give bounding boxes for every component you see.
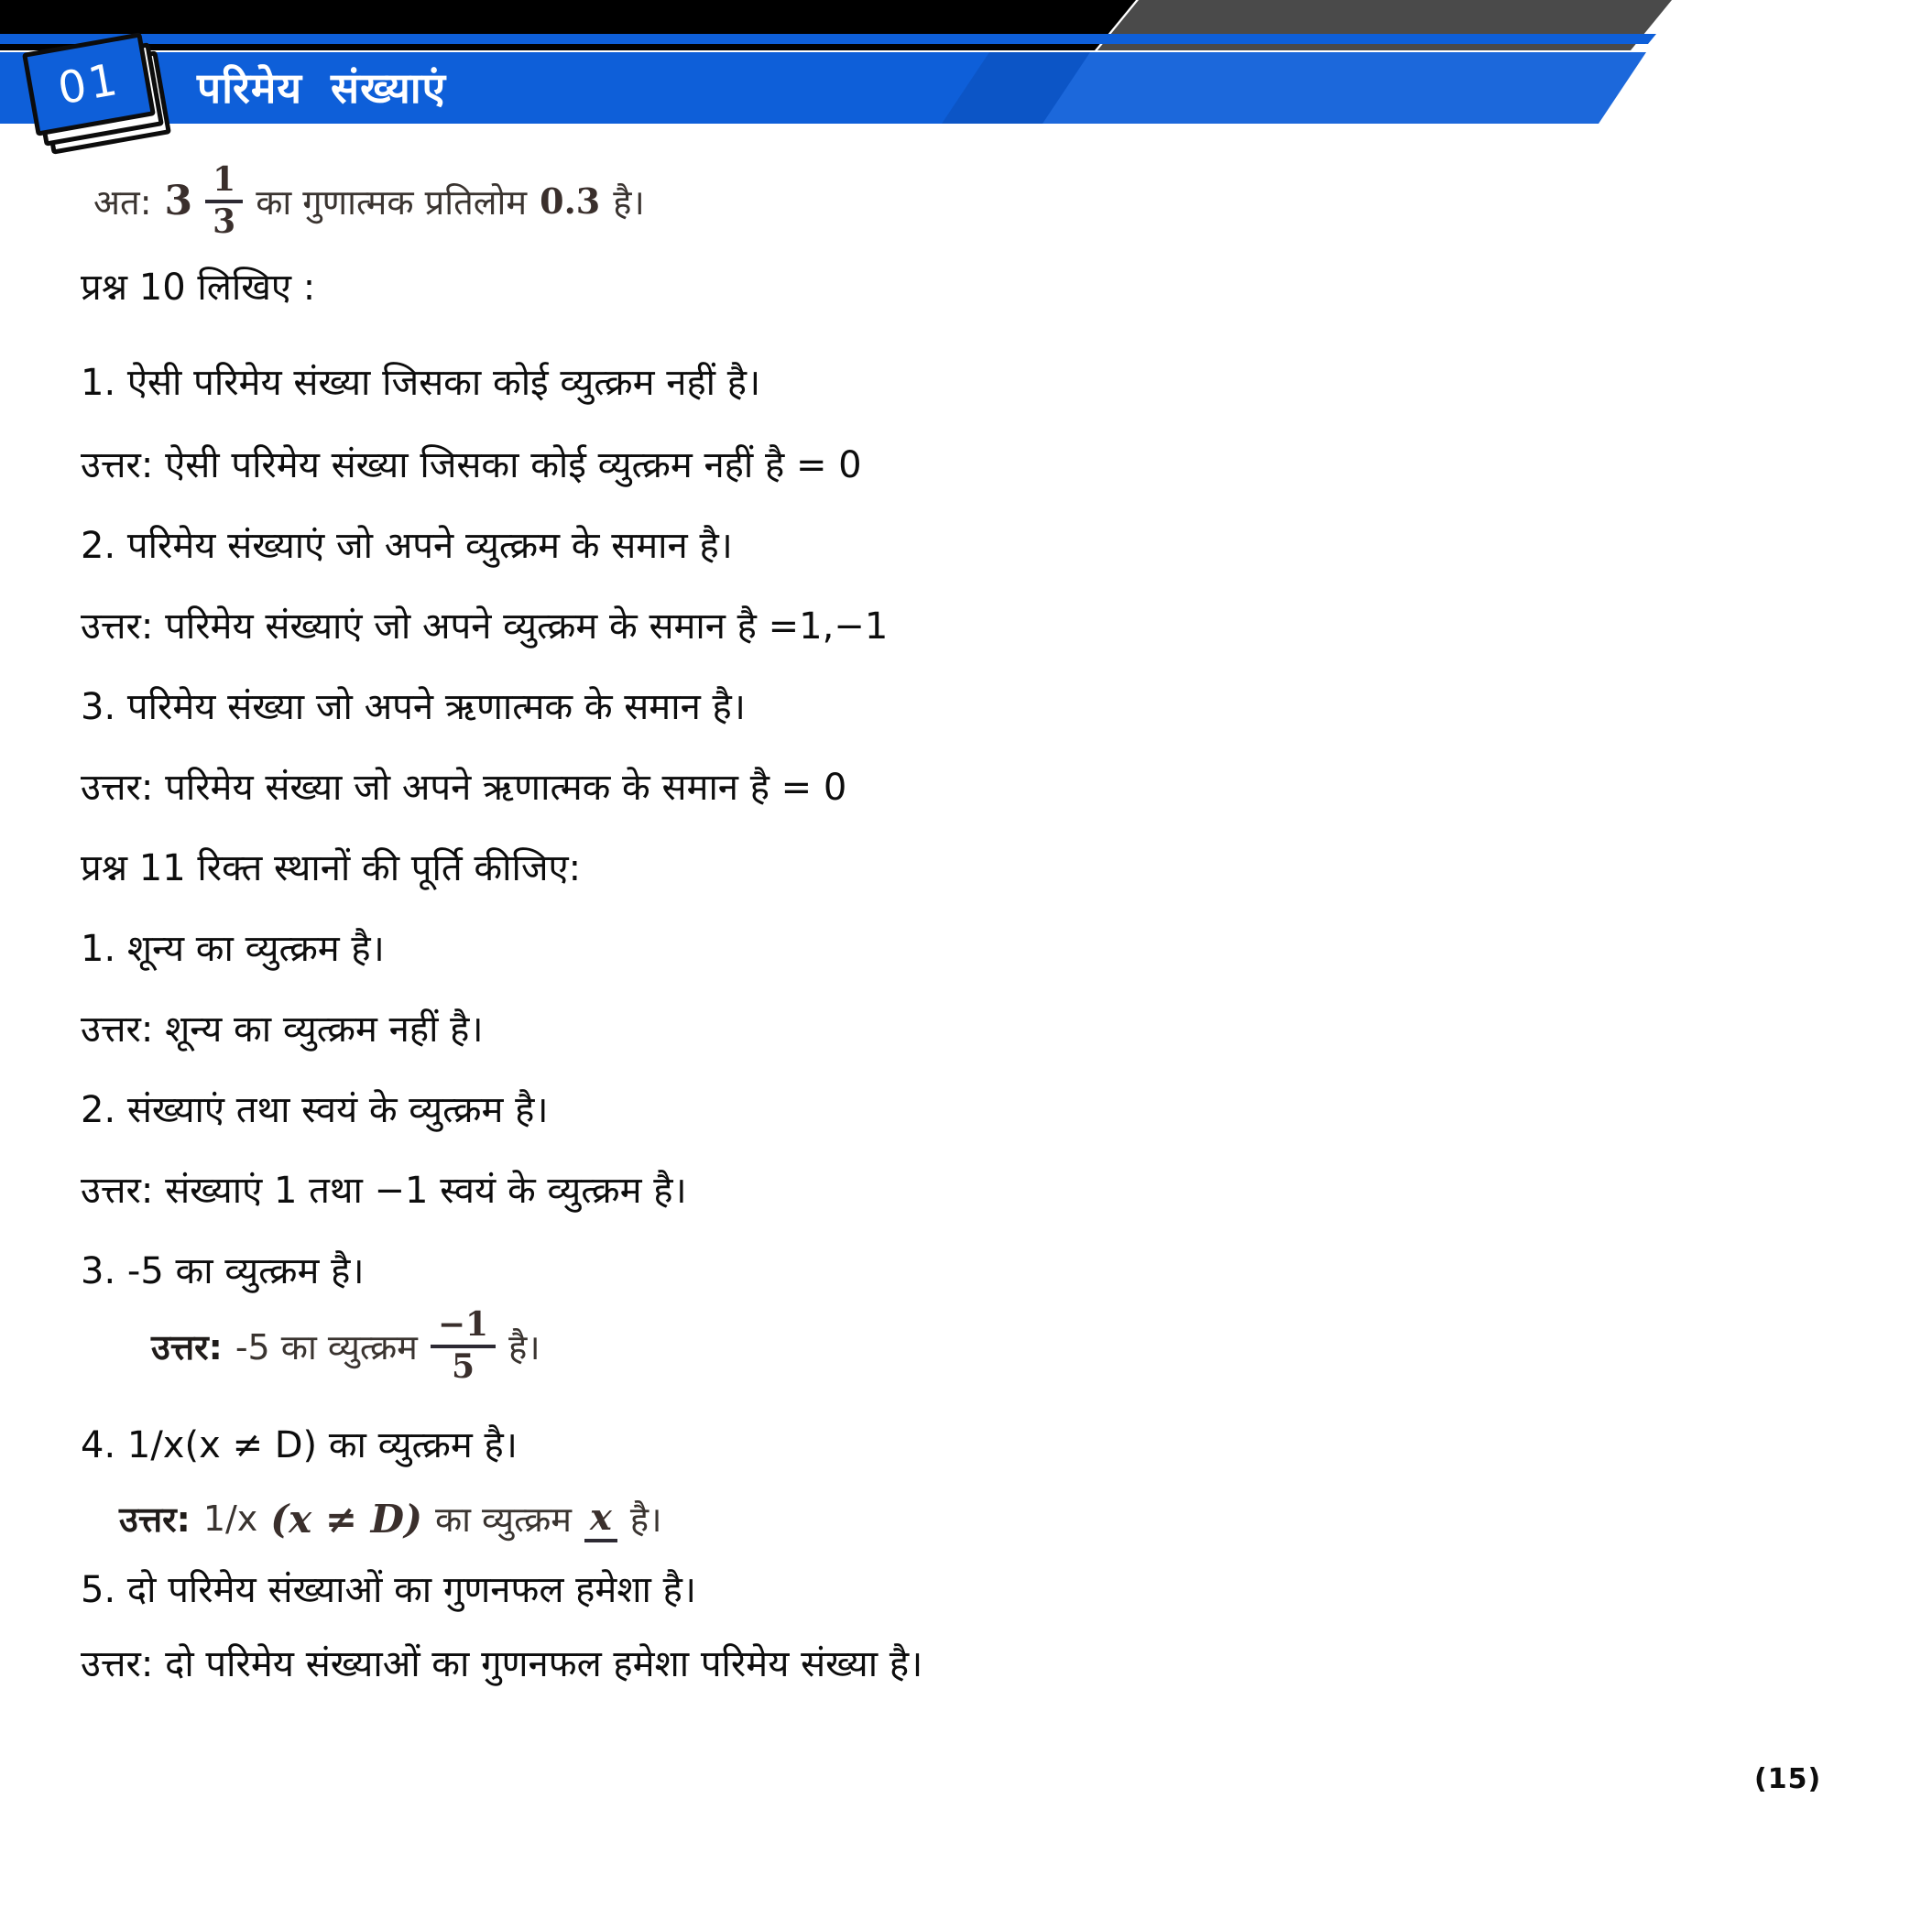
q11-answer-1: उत्तर: शून्य का व्युत्क्रम नहीं है। (81, 1008, 484, 1051)
math-tail: है। (629, 1499, 662, 1540)
math-middle-text: का गुणात्मक प्रतिलोम (256, 181, 528, 223)
q11-item-2: 2. संख्याएं तथा स्वयं के व्युत्क्रम है। (81, 1089, 549, 1131)
book-icon (24, 35, 180, 147)
q10-answer-1: उत्तर: ऐसी परिमेय संख्या जिसका कोई व्युत्क्रम नहीं है = 0 (81, 444, 862, 486)
answer-label: उत्तर: (151, 1326, 223, 1368)
math-prefix: अत: (93, 181, 152, 223)
math-value: 0.3 (540, 180, 601, 223)
fraction-denominator: 3 (213, 202, 236, 241)
q11-item-1: 1. शून्य का व्युत्क्रम है। (81, 928, 385, 970)
math-pre-text: -5 का व्युत्क्रम (235, 1326, 418, 1368)
page-number: (15) (1754, 1763, 1822, 1795)
math-pre-text: 1/x (202, 1498, 258, 1539)
q11-item-5: 5. दो परिमेय संख्याओं का गुणनफल हमेशा है। (81, 1569, 697, 1611)
math-statement-reciprocal (93, 160, 645, 241)
chapter-number: 01 (54, 53, 124, 115)
math-paren-expression: (x ≠ D) (270, 1496, 422, 1542)
fraction-neg-one-fifth (431, 1305, 496, 1386)
q10-item-1: 1. ऐसी परिमेय संख्या जिसका कोई व्युत्क्रम नहीं है। (81, 362, 761, 404)
answer-label: उत्तर: (119, 1499, 191, 1540)
math-middle-text: का व्युत्क्रम (434, 1499, 573, 1540)
q11-answer-3-math (151, 1305, 540, 1386)
fraction-numerator: −1 (431, 1308, 496, 1348)
q11-answer-4-math (119, 1495, 661, 1542)
q10-item-2: 2. परिमेय संख्याएं जो अपने व्युत्क्रम के समान है। (81, 525, 733, 567)
question-11-heading: प्रश्न 11 रिक्त स्थानों की पूर्ति कीजिए: (81, 847, 582, 889)
chapter-title: परिमेय संख्याएं (197, 63, 447, 113)
math-tail: है। (613, 181, 645, 223)
blank-answer-x: x (584, 1496, 617, 1542)
q11-item-3: 3. -5 का व्युत्क्रम है। (81, 1250, 365, 1292)
q11-answer-5: उत्तर: दो परिमेय संख्याओं का गुणनफल हमेशा परिमेय संख्या है। (81, 1643, 923, 1685)
fraction-denominator: 5 (451, 1346, 475, 1386)
q10-answer-2: उत्तर: परिमेय संख्याएं जो अपने व्युत्क्रम के समान है =1,−1 (81, 605, 889, 648)
mixed-number-whole: 3 (164, 178, 193, 225)
header-blue-strip (0, 34, 1932, 44)
q11-answer-2: उत्तर: संख्याएं 1 तथा −1 स्वयं के व्युत्क्रम है। (81, 1170, 687, 1212)
question-10-heading: प्रश्न 10 लिखिए : (81, 267, 316, 309)
q11-item-4: 4. 1/x(x ≠ D) का व्युत्क्रम है। (81, 1424, 518, 1466)
math-tail: है। (508, 1326, 540, 1368)
fraction-numerator: 1 (205, 163, 243, 203)
q10-answer-3: उत्तर: परिमेय संख्या जो अपने ऋणात्मक के समान है = 0 (81, 767, 847, 809)
q10-item-3: 3. परिमेय संख्या जो अपने ऋणात्मक के समान है। (81, 686, 746, 728)
fraction-one-third (205, 160, 243, 241)
